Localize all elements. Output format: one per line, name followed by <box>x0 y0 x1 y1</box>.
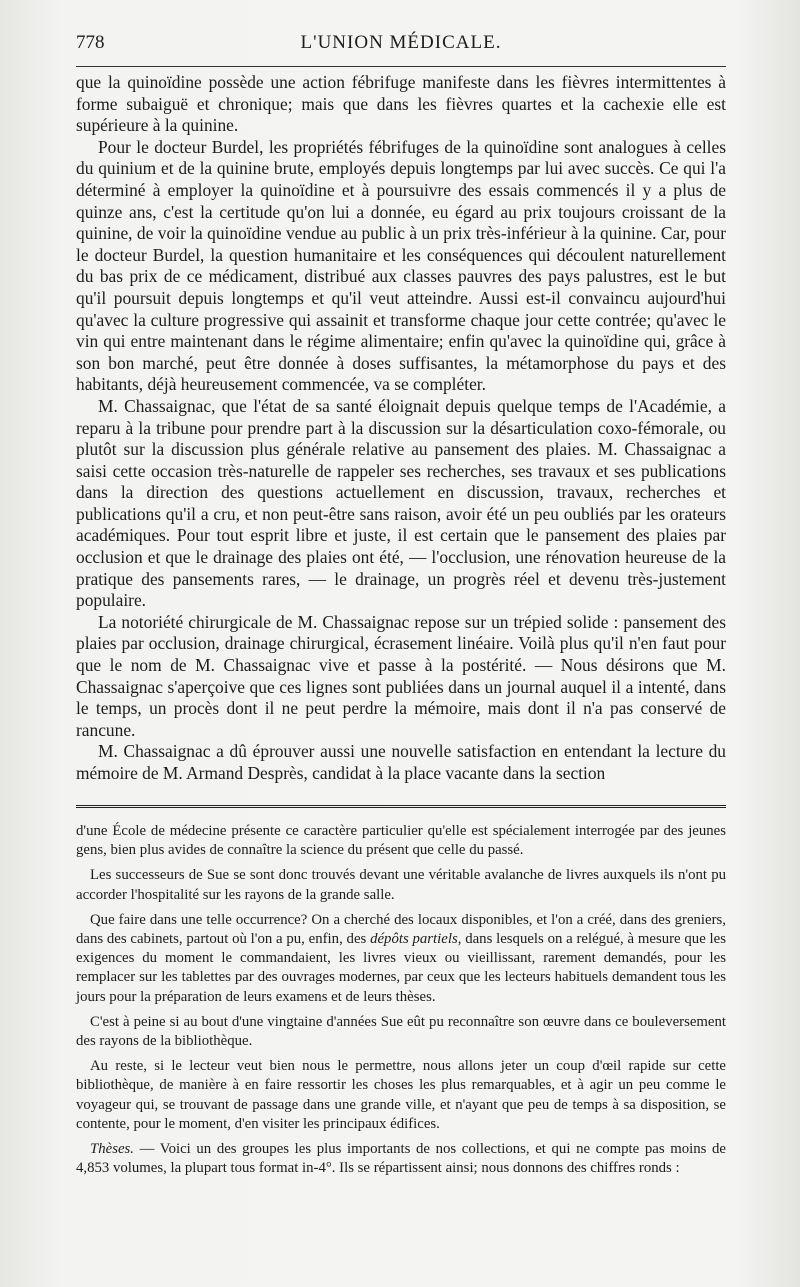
feuilleton-paragraph: Au reste, si le lecteur veut bien nous le permettre, nous allons jeter un coup d'œil rapide sur cette bibliothèque, de manière à en faire ressortir les choses les plus remarquables, et à agir un peu comme le voyageur qui, se trouvant de passage dans une grande ville, et n'ayant que peu de temps à sa disposition, se contente, pour le moment, d'en visiter les principaux édifices. <box>76 1058 726 1132</box>
running-title: L'UNION MÉDICALE. <box>300 32 502 53</box>
page-number: 778 <box>76 32 105 53</box>
feuilleton-paragraph: Les successeurs de Sue se sont donc trouvés devant une véritable avalanche de livres auxquels ils n'ont pu accorder l'hospitalité sur les rayons de la grande salle. <box>76 867 726 903</box>
paragraph: que la quinoïdine possède une action fébrifuge manifeste dans les fièvres intermittentes à forme subaiguë et chronique; mais que dans les fièvres quartes et la cachexie elle est supérieure à la quinine. <box>76 72 726 136</box>
main-column <box>76 72 726 785</box>
feuilleton-paragraph <box>76 911 726 1007</box>
section-label: Thèses. <box>90 1141 134 1158</box>
feuilleton-paragraph: d'une École de médecine présente ce caractère particulier qu'elle est spécialement interrogée par des jeunes gens, bien plus avides de connaître la science du présent que celle du passé. <box>76 823 726 859</box>
feuilleton-column <box>76 822 726 1184</box>
text-run: , dans lesquels on a relégué, à mesure que les exigences du moment le commandaient, les livres vieux ou vieillissant, rarement demandés, pour les remplacer sur les tablettes par des ouvrages modernes, par ceux que les lecteurs habituels demandent tous les jours pour la préparation de leurs examens et de leurs thèses. <box>76 931 726 1005</box>
header-rule <box>76 66 726 67</box>
text-run: — Voici un des groupes les plus importants de nos collections, et qui ne compte pas moins de 4,853 volumes, la plupart tous format in-4°. Ils se répartissent ainsi; nous donnons des chiffres ronds : <box>76 1141 726 1177</box>
paragraph: M. Chassaignac a dû éprouver aussi une nouvelle satisfaction en entendant la lecture du mémoire de M. Armand Desprès, candidat à la place vacante dans la section <box>76 741 726 783</box>
text-run: Que faire dans une telle occurrence? On a cherché des locaux disponibles, et l'on a créé, dans des greniers, dans des cabinets, partout où l'on a pu, enfin, des <box>76 911 726 948</box>
paragraph: Pour le docteur Burdel, les propriétés fébrifuges de la quinoïdine sont analogues à celles du quinium et de la quinine brute, employés depuis longtemps par lui avec succès. Ce qui l'a déterminé à employer la quinoïdine et à poursuivre des essais commencés il y a plus de quinze ans, c'est la certitude qu'on lui a donnée, eu égard au prix toujours croissant de la quinine, de voir la quinoïdine vendue au public à un prix très-inférieur à la quinine. Car, pour le docteur Burdel, la question humanitaire et les conséquences qui découlent naturellement du bas prix de ce médicament, distribué aux classes pauvres des pays palustres, est le but qu'il poursuit depuis longtemps et qu'il veut atteindre. Aussi est-il convaincu aujourd'hui qu'avec la culture progressive qui assainit et transforme chaque jour cette contrée; qu'avec le vin qui entre maintenant dans le régime alimentaire; enfin qu'avec la quinoïdine qui, grâce à son bon marché, peut être donnée à doses suffisantes, la métamorphose du pays et des habitants, déjà heureusement commencée, va se compléter. <box>76 136 726 395</box>
page-header <box>76 28 726 58</box>
italic-term: dépôts partiels <box>370 931 458 948</box>
feuilleton-separator <box>76 805 726 812</box>
feuilleton-paragraph <box>76 1140 726 1178</box>
paragraph: La notoriété chirurgicale de M. Chassaignac repose sur un trépied solide : pansement des plaies par occlusion, drainage chirurgical, écrasement linéaire. Voilà plus qu'il n'en faut pour que le nom de M. Chassaignac vive et passe à la postérité. — Nous désirons que M. Chassaignac s'aperçoive que ces lignes sont publiées dans un journal auquel il a intenté, dans le temps, un procès dont il ne peut perdre la mémoire, mais dont il n'a pas conservé de rancune. <box>76 611 726 740</box>
paragraph: M. Chassaignac, que l'état de sa santé éloignait depuis quelque temps de l'Académie, a reparu à la tribune pour prendre part à la discussion sur la désarticulation coxo-fémorale, ou plutôt sur la discussion plus générale relative au pansement des plaies. M. Chassaignac a saisi cette occasion très-naturelle de rappeler ses recherches, ses travaux et ses publications dans la direction des questions actuellement en discussion, travaux, recherches et publications qu'il a cru, et non peut-être sans raison, avoir été un peu oubliés par les orateurs académiques. Pour tout esprit libre et juste, il est certain que le pansement des plaies par occlusion et que le drainage des plaies ont été, — l'occlusion, une rénovation heureuse de la pratique des pansements rares, — le drainage, un progrès réel et devenu très-justement populaire. <box>76 395 726 611</box>
feuilleton-paragraph: C'est à peine si au bout d'une vingtaine d'années Sue eût pu reconnaître son œuvre dans ce bouleversement des rayons de la bibliothèque. <box>76 1013 726 1050</box>
